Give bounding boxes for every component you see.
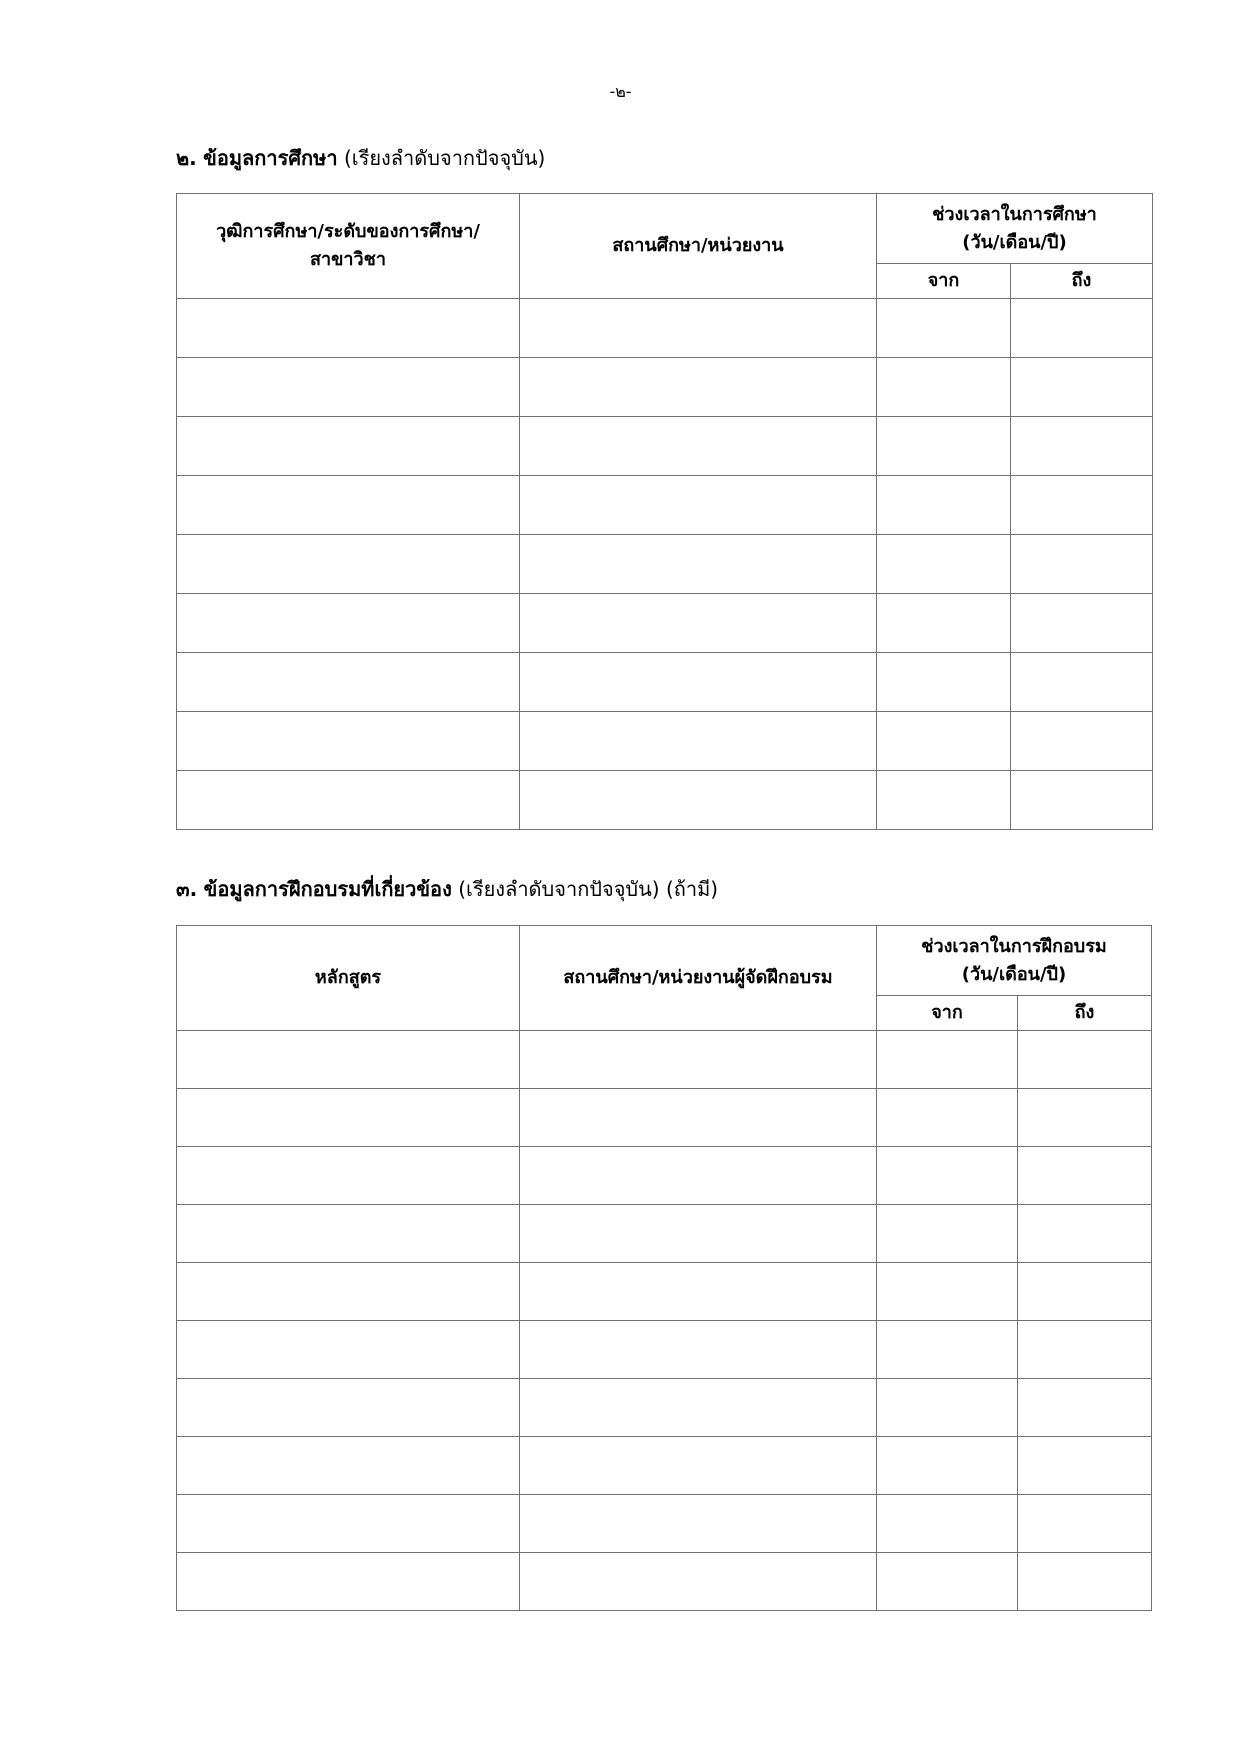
- education-institution-cell[interactable]: [520, 653, 877, 712]
- training-to-cell[interactable]: [1018, 1031, 1152, 1089]
- education-from-cell[interactable]: [877, 358, 1011, 417]
- education-to-cell[interactable]: [1011, 653, 1153, 712]
- education-to-cell[interactable]: [1011, 712, 1153, 771]
- training-institution-cell[interactable]: [520, 1553, 877, 1611]
- education-to-cell[interactable]: [1011, 299, 1153, 358]
- education-to-cell[interactable]: [1011, 417, 1153, 476]
- education-degree-cell[interactable]: [177, 417, 520, 476]
- education-to-cell[interactable]: [1011, 771, 1153, 830]
- training-period-label: ช่วงเวลาในการฝึกอบรม: [921, 935, 1107, 957]
- training-to-cell[interactable]: [1018, 1205, 1152, 1263]
- training-row: [177, 1205, 1152, 1263]
- education-section-heading: [176, 142, 545, 174]
- training-to-header: ถึง: [1018, 996, 1152, 1031]
- education-degree-cell[interactable]: [177, 476, 520, 535]
- education-degree-cell[interactable]: [177, 299, 520, 358]
- training-row: [177, 1263, 1152, 1321]
- education-to-cell[interactable]: [1011, 535, 1153, 594]
- training-from-cell[interactable]: [877, 1379, 1018, 1437]
- education-degree-header: วุฒิการศึกษา/ระดับของการศึกษา/ สาขาวิชา: [177, 194, 520, 299]
- training-row: [177, 1553, 1152, 1611]
- education-from-header: จาก: [877, 264, 1011, 299]
- education-row: [177, 712, 1153, 771]
- education-row: [177, 299, 1153, 358]
- training-row: [177, 1437, 1152, 1495]
- education-degree-cell[interactable]: [177, 771, 520, 830]
- training-institution-cell[interactable]: [520, 1089, 877, 1147]
- training-row: [177, 1379, 1152, 1437]
- training-institution-cell[interactable]: [520, 1147, 877, 1205]
- education-institution-cell[interactable]: [520, 535, 877, 594]
- training-course-cell[interactable]: [177, 1089, 520, 1147]
- training-from-cell[interactable]: [877, 1263, 1018, 1321]
- education-row: [177, 417, 1153, 476]
- education-institution-header: สถานศึกษา/หน่วยงาน: [520, 194, 877, 299]
- training-to-cell[interactable]: [1018, 1495, 1152, 1553]
- education-institution-cell[interactable]: [520, 712, 877, 771]
- education-period-label: ช่วงเวลาในการศึกษา: [932, 203, 1097, 225]
- training-section-note: (เรียงลำดับจากปัจจุบัน) (ถ้ามี): [458, 877, 719, 901]
- training-institution-cell[interactable]: [520, 1495, 877, 1553]
- training-course-cell[interactable]: [177, 1553, 520, 1611]
- training-institution-cell[interactable]: [520, 1263, 877, 1321]
- education-from-cell[interactable]: [877, 653, 1011, 712]
- training-period-format: (วัน/เดือน/ปี): [961, 963, 1067, 985]
- training-from-cell[interactable]: [877, 1553, 1018, 1611]
- education-section-note: (เรียงลำดับจากปัจจุบัน): [343, 146, 546, 170]
- training-section-heading: [176, 873, 718, 905]
- education-table: [176, 193, 1153, 830]
- training-row: [177, 1321, 1152, 1379]
- training-to-cell[interactable]: [1018, 1089, 1152, 1147]
- training-to-cell[interactable]: [1018, 1379, 1152, 1437]
- education-from-cell[interactable]: [877, 771, 1011, 830]
- page-number: -๒-: [609, 82, 632, 101]
- education-institution-cell[interactable]: [520, 417, 877, 476]
- training-course-cell[interactable]: [177, 1263, 520, 1321]
- training-course-cell[interactable]: [177, 1379, 520, 1437]
- training-course-cell[interactable]: [177, 1031, 520, 1089]
- training-course-cell[interactable]: [177, 1205, 520, 1263]
- training-course-cell[interactable]: [177, 1321, 520, 1379]
- education-row: [177, 358, 1153, 417]
- training-from-cell[interactable]: [877, 1031, 1018, 1089]
- training-to-cell[interactable]: [1018, 1263, 1152, 1321]
- training-row: [177, 1031, 1152, 1089]
- education-degree-cell[interactable]: [177, 358, 520, 417]
- training-course-cell[interactable]: [177, 1437, 520, 1495]
- education-institution-cell[interactable]: [520, 594, 877, 653]
- education-to-cell[interactable]: [1011, 594, 1153, 653]
- education-row: [177, 476, 1153, 535]
- training-to-cell[interactable]: [1018, 1437, 1152, 1495]
- training-course-cell[interactable]: [177, 1147, 520, 1205]
- training-from-cell[interactable]: [877, 1437, 1018, 1495]
- training-institution-cell[interactable]: [520, 1321, 877, 1379]
- education-degree-cell[interactable]: [177, 653, 520, 712]
- training-from-cell[interactable]: [877, 1147, 1018, 1205]
- training-course-header: หลักสูตร: [177, 926, 520, 1031]
- education-section-number: ๒.: [176, 146, 197, 170]
- education-section-title: ข้อมูลการศึกษา: [203, 146, 338, 170]
- education-from-cell[interactable]: [877, 594, 1011, 653]
- education-to-header: ถึง: [1011, 264, 1153, 299]
- training-table: [176, 925, 1152, 1611]
- education-institution-cell[interactable]: [520, 771, 877, 830]
- training-from-cell[interactable]: [877, 1495, 1018, 1553]
- education-row: [177, 771, 1153, 830]
- education-institution-cell[interactable]: [520, 476, 877, 535]
- training-row: [177, 1147, 1152, 1205]
- training-period-header: [877, 926, 1152, 996]
- education-degree-cell[interactable]: [177, 535, 520, 594]
- training-institution-cell[interactable]: [520, 1437, 877, 1495]
- training-to-cell[interactable]: [1018, 1147, 1152, 1205]
- training-to-cell[interactable]: [1018, 1553, 1152, 1611]
- training-institution-cell[interactable]: [520, 1379, 877, 1437]
- training-section-number: ๓.: [176, 877, 198, 901]
- training-row: [177, 1495, 1152, 1553]
- education-from-cell[interactable]: [877, 535, 1011, 594]
- education-from-cell[interactable]: [877, 299, 1011, 358]
- training-to-cell[interactable]: [1018, 1321, 1152, 1379]
- education-to-cell[interactable]: [1011, 476, 1153, 535]
- education-period-header: [877, 194, 1153, 264]
- training-from-cell[interactable]: [877, 1321, 1018, 1379]
- education-row: [177, 594, 1153, 653]
- education-row: [177, 535, 1153, 594]
- education-from-cell[interactable]: [877, 476, 1011, 535]
- training-institution-cell[interactable]: [520, 1031, 877, 1089]
- training-section-title: ข้อมูลการฝึกอบรมที่เกี่ยวข้อง: [203, 877, 452, 901]
- education-from-cell[interactable]: [877, 417, 1011, 476]
- education-degree-cell[interactable]: [177, 594, 520, 653]
- education-institution-cell[interactable]: [520, 358, 877, 417]
- education-institution-cell[interactable]: [520, 299, 877, 358]
- education-from-cell[interactable]: [877, 712, 1011, 771]
- education-row: [177, 653, 1153, 712]
- training-from-cell[interactable]: [877, 1205, 1018, 1263]
- education-degree-cell[interactable]: [177, 712, 520, 771]
- education-period-format: (วัน/เดือน/ปี): [962, 231, 1067, 253]
- training-from-header: จาก: [877, 996, 1018, 1031]
- training-institution-cell[interactable]: [520, 1205, 877, 1263]
- training-institution-header: สถานศึกษา/หน่วยงานผู้จัดฝึกอบรม: [520, 926, 877, 1031]
- training-course-cell[interactable]: [177, 1495, 520, 1553]
- training-from-cell[interactable]: [877, 1089, 1018, 1147]
- training-row: [177, 1089, 1152, 1147]
- education-to-cell[interactable]: [1011, 358, 1153, 417]
